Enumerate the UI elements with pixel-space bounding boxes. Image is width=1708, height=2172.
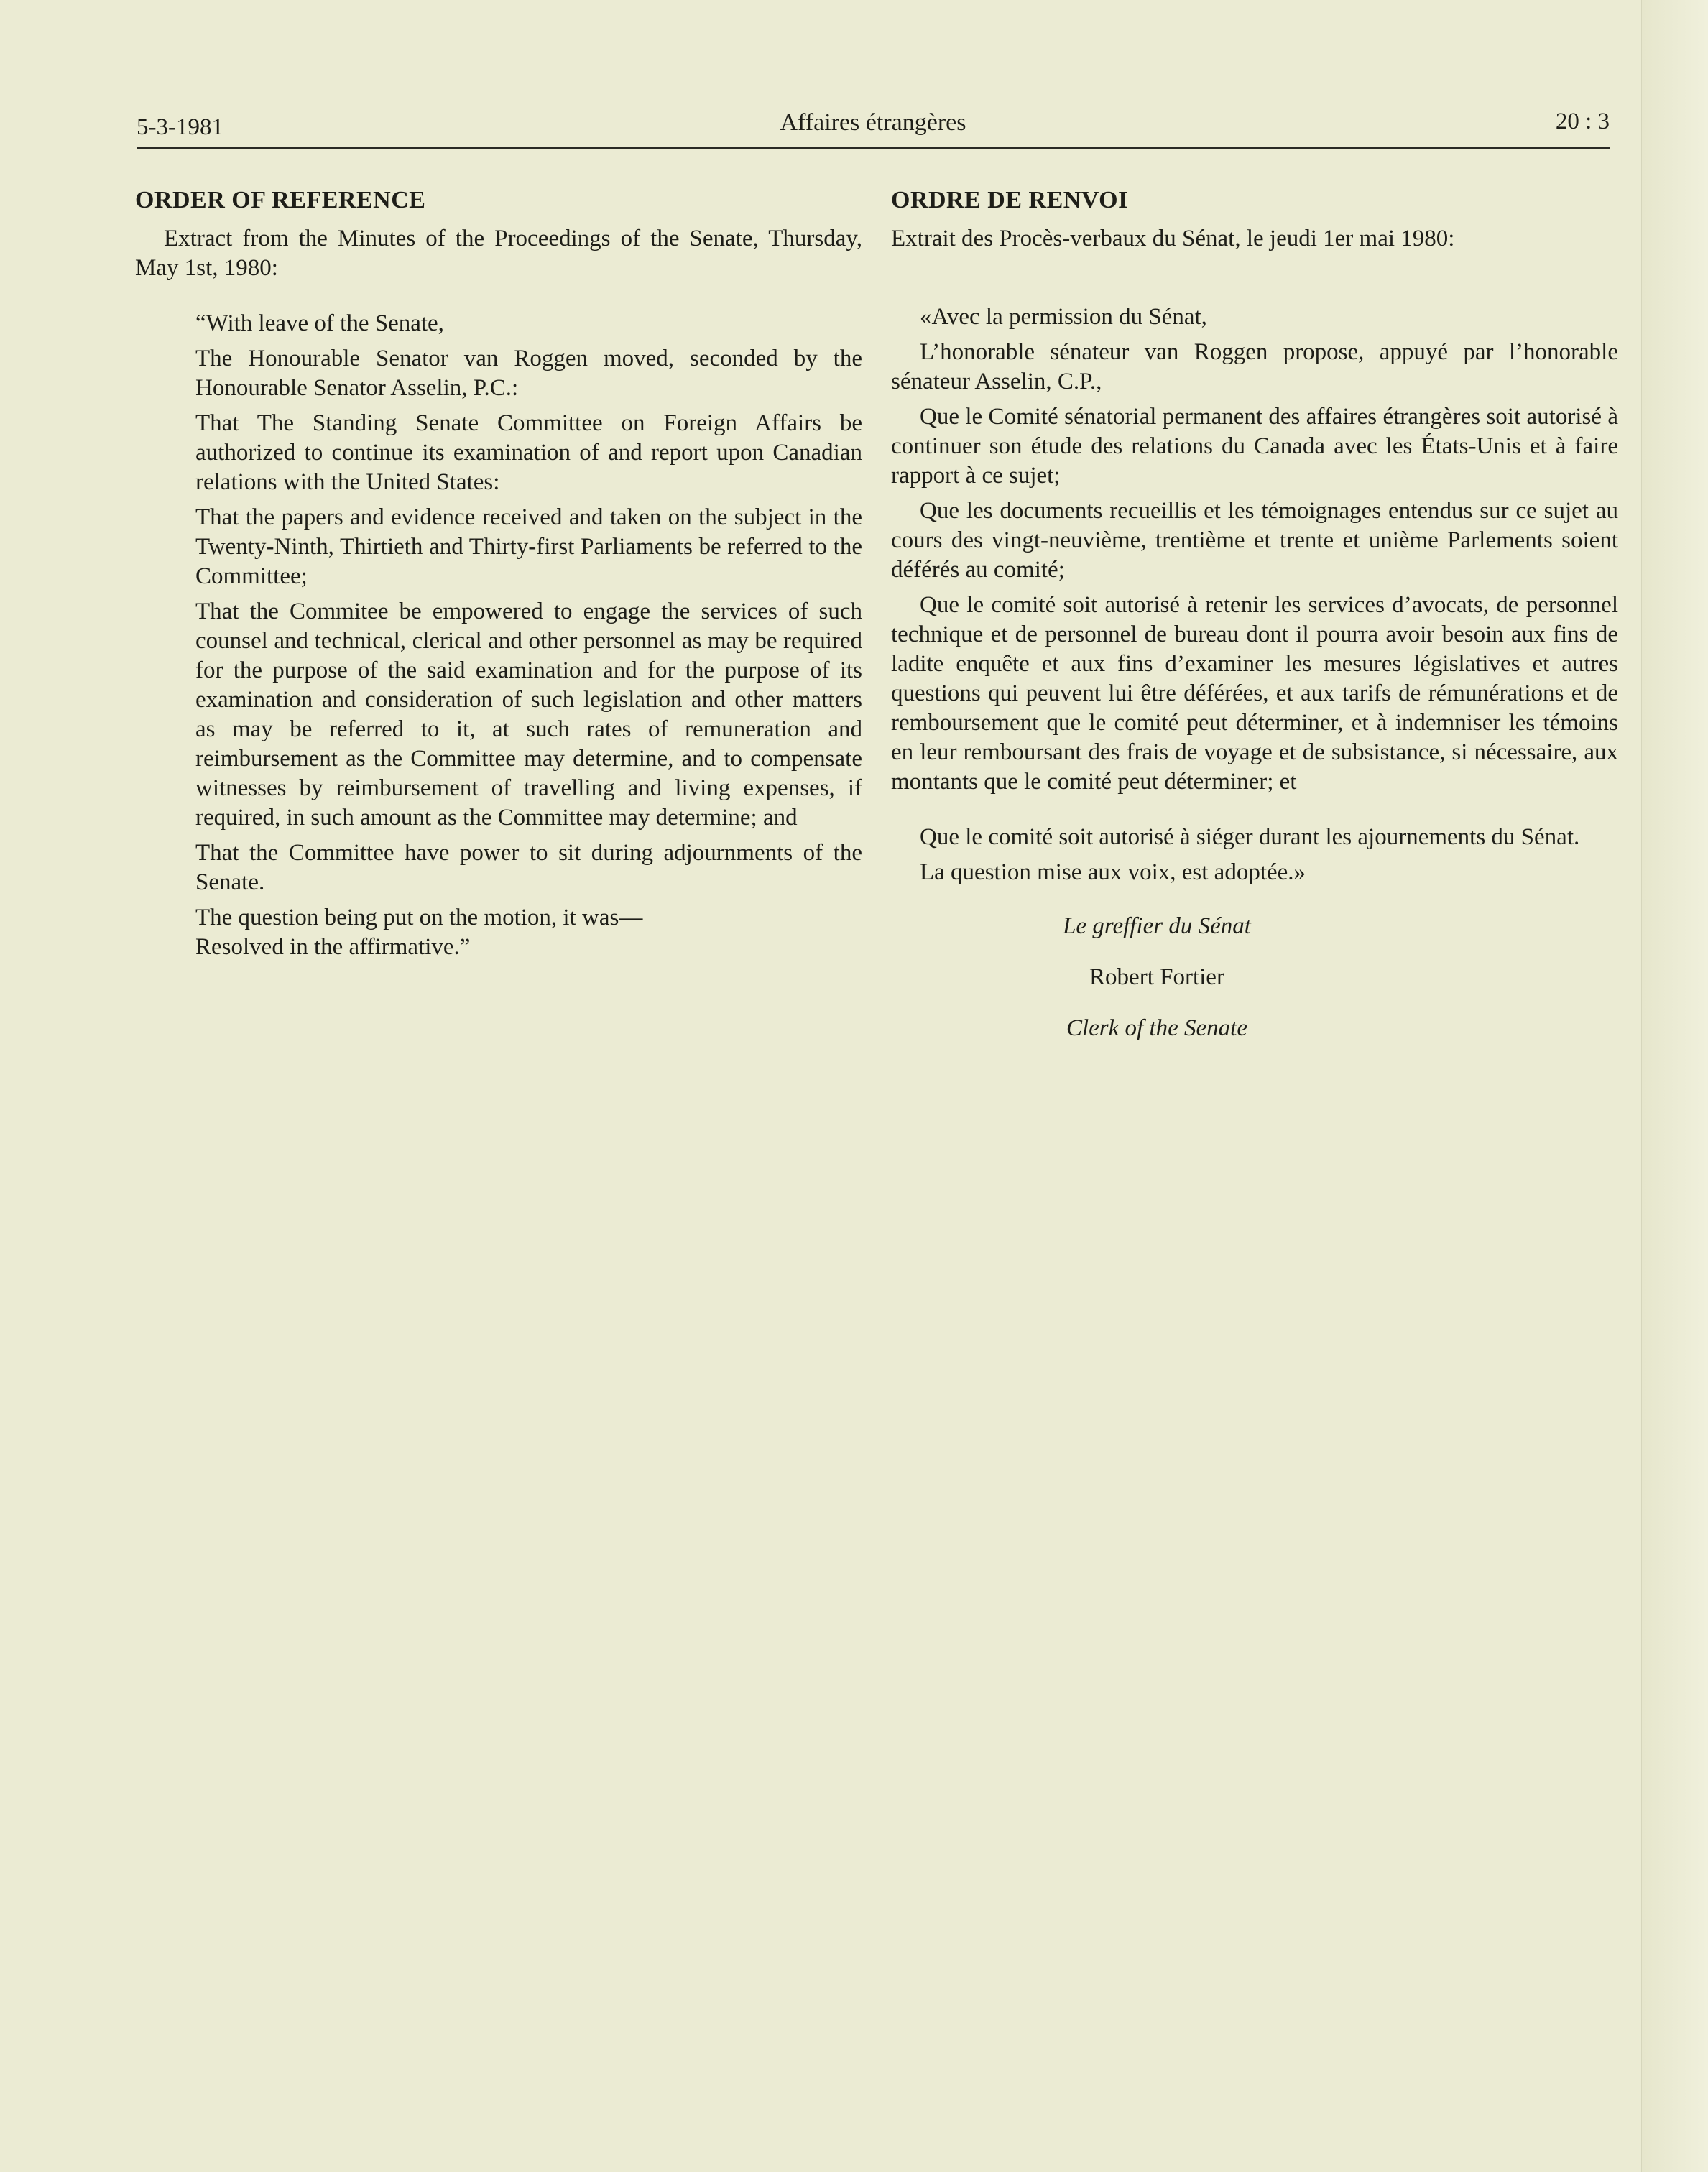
page-edge — [1641, 0, 1708, 2172]
french-paragraph: Que le Comité sénatorial permanent des affaires étrangères soit autorisé à continuer son étude des relations du Canada avec les États-Unis et à faire rapport à ce sujet; — [891, 404, 1618, 489]
french-paragraph: Que le comité soit autorisé à retenir les services d’avocats, de personnel technique et de personnel de bureau dont il pourra avoir besoin aux fins de ladite enquête et aux fins d’examiner les mesures législatives et autres questions qui peuvent lui être déférées, et aux tarifs de rémunérations et de remboursement que le comité peut déterminer, et à indemniser les témoins en leur remboursant des frais de voyage et de subsistance, si nécessaire, aux montants que le comité peut déterminer; et — [891, 592, 1618, 795]
french-column — [891, 185, 1618, 1065]
english-paragraph: The question being put on the motion, it was— — [195, 905, 643, 930]
english-paragraph: Resolved in the affirmative.” — [195, 934, 471, 960]
english-column — [135, 185, 862, 968]
english-paragraph: That the papers and evidence received and taken on the subject in the Twenty-Ninth, Thirtieth and Thirty-first Parliaments be referred to the Committee; — [195, 504, 862, 589]
french-intro: Extrait des Procès-verbaux du Sénat, le jeudi 1er mai 1980: — [891, 226, 1455, 251]
signature-title-en: Clerk of the Senate — [1066, 1015, 1247, 1041]
english-paragraph: That the Commitee be empowered to engage the services of such counsel and technical, clerical and other personnel as may be required for the purpose of the said examination and for the purpose of its examination and consideration of such legislation and other matters as may be referred to it, at such rates of remuneration and reimbursement as the Committee may determine, and to compensate witnesses by reimbursement of travelling and living expenses, if required, in such amount as the Committee may determine; and — [195, 599, 862, 831]
french-paragraph: «Avec la permission du Sénat, — [920, 304, 1207, 330]
english-paragraph: “With leave of the Senate, — [195, 310, 444, 336]
signature-title-fr: Le greffier du Sénat — [1063, 913, 1251, 939]
english-paragraph: That the Committee have power to sit during adjournments of the Senate. — [195, 840, 862, 895]
english-paragraph: That The Standing Senate Committee on Foreign Affairs be authorized to continue its examination of and report upon Canadian relations with the United States: — [195, 410, 862, 495]
signature-name: Robert Fortier — [1089, 964, 1224, 990]
french-paragraph: Que le comité soit autorisé à siéger durant les ajournements du Sénat. — [920, 824, 1580, 850]
english-heading: ORDER OF REFERENCE — [135, 187, 426, 213]
signature-block — [891, 912, 1423, 1043]
header-date: 5-3-1981 — [137, 114, 223, 140]
french-paragraph: L’honorable sénateur van Roggen propose, appuyé par l’honorable sénateur Asselin, C.P., — [891, 339, 1618, 394]
english-paragraph: The Honourable Senator van Roggen moved, seconded by the Honourable Senator Asselin, P.C.: — [195, 346, 862, 401]
french-paragraph: La question mise aux voix, est adoptée.» — [920, 859, 1306, 885]
page-number: 20 : 3 — [1555, 108, 1610, 134]
english-intro: Extract from the Minutes of the Proceedings of the Senate, Thursday, May 1st, 1980: — [135, 226, 862, 281]
header-title: Affaires étrangères — [780, 109, 966, 136]
running-header — [137, 101, 1610, 149]
french-paragraph: Que les documents recueillis et les témoignages entendus sur ce sujet au cours des vingt-neuvième, trentième et trente et unième Parlements soient déférés au comité; — [891, 498, 1618, 583]
french-heading: ORDRE DE RENVOI — [891, 187, 1128, 213]
